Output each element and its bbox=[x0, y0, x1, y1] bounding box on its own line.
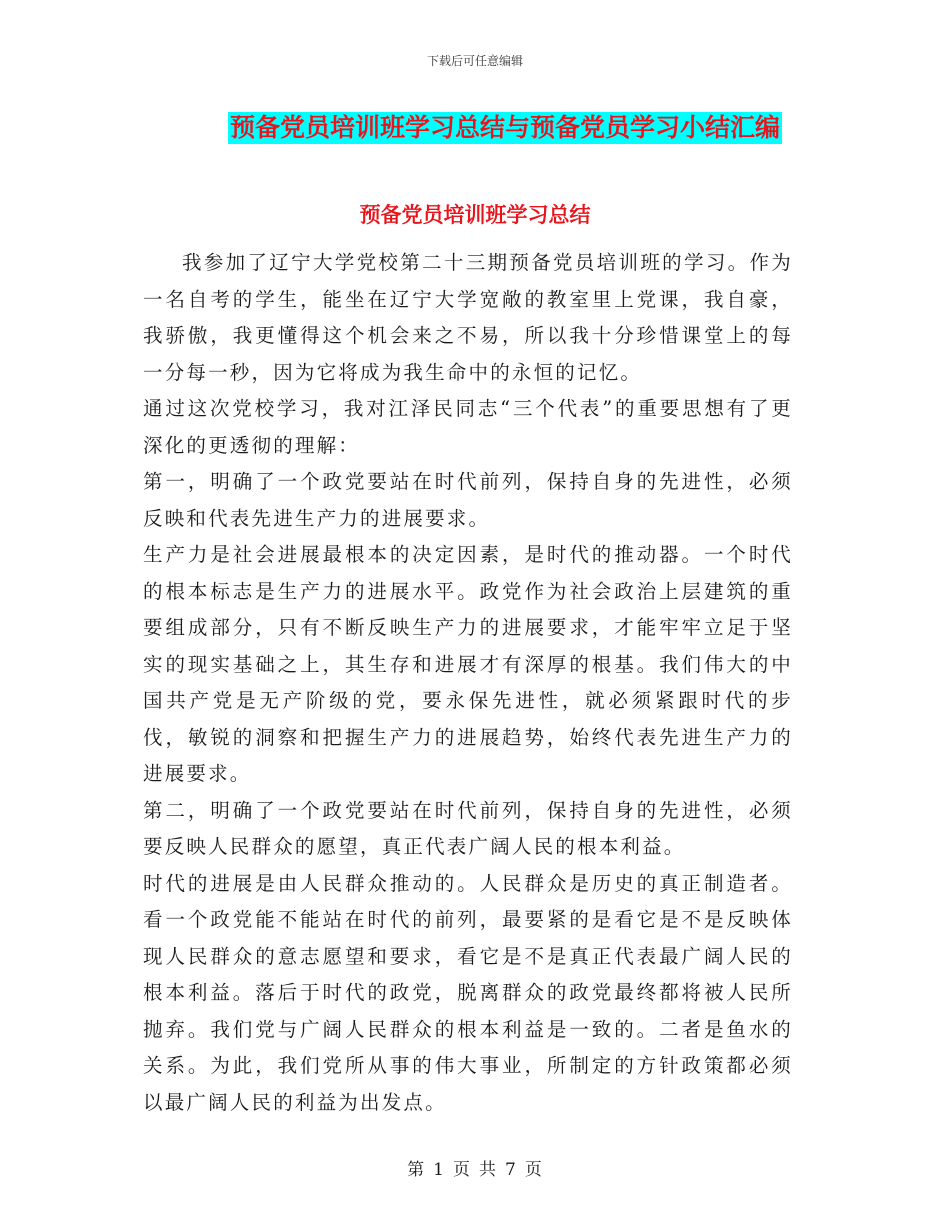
footer-prefix: 第 bbox=[407, 1160, 426, 1180]
footer-page-word: 页 bbox=[453, 1160, 471, 1180]
footer-page-number: 1 bbox=[433, 1160, 445, 1180]
footer-total-word: 共 bbox=[479, 1160, 497, 1180]
header-note: 下载后可任意编辑 bbox=[426, 54, 523, 68]
section-title: 预备党员培训班学习总结 bbox=[359, 202, 591, 227]
paragraph-6: 时代的进展是由人民群众推动的。人民群众是历史的真正制造者。看一个政党能不能站在时代的前列，最要紧的是看它是不是反映体现人民群众的意志愿望和要求，看它是不是真正代表最广阔人民的根本利益。落后于时代的政党，脱离群众的政党最终都将被人民所抛弃。我们党与广阔人民群众的根本利益是一致的。二者是鱼水的关系。为此，我们党所从事的伟大事业，所制定的方针政策都必须以最广阔人民的利益为出发点。 bbox=[143, 871, 793, 1114]
paragraph-3: 第一，明确了一个政党要站在时代前列，保持自身的先进性，必须反映和代表先进生产力的进展要求。 bbox=[143, 470, 793, 530]
paragraph-2: 通过这次党校学习，我对江泽民同志“三个代表”的重要思想有了更深化的更透彻的理解： bbox=[143, 397, 793, 457]
paragraph-4: 生产力是社会进展最根本的决定因素，是时代的推动器。一个时代的根本标志是生产力的进展水平。政党作为社会政治上层建筑的重要组成部分，只有不断反映生产力的进展要求，才能牢牢立足于坚实的现实基础之上，其生存和进展才有深厚的根基。我们伟大的中国共产党是无产阶级的党，要永保先进性，就必须紧跟时代的步伐，敏锐的洞察和把握生产力的进展趋势，始终代表先进生产力的进展要求。 bbox=[143, 543, 793, 785]
body-text bbox=[143, 245, 793, 1121]
page-footer bbox=[0, 1155, 950, 1180]
doc-title: 预备党员培训班学习总结与预备党员学习小结汇编 bbox=[229, 113, 780, 142]
footer-total-pages: 7 bbox=[505, 1160, 517, 1180]
footer-suffix: 页 bbox=[524, 1160, 543, 1180]
paragraph-1: 我参加了辽宁大学党校第二十三期预备党员培训班的学习。作为一名自考的学生，能坐在辽宁大学宽敞的教室里上党课，我自豪，我骄傲，我更懂得这个机会来之不易，所以我十分珍惜课堂上的每一分每一秒，因为它将成为我生命中的永恒的记忆。 bbox=[143, 251, 793, 384]
paragraph-5: 第二，明确了一个政党要站在时代前列，保持自身的先进性，必须要反映人民群众的愿望，真正代表广阔人民的根本利益。 bbox=[143, 798, 793, 858]
doc-title-container bbox=[0, 112, 950, 144]
